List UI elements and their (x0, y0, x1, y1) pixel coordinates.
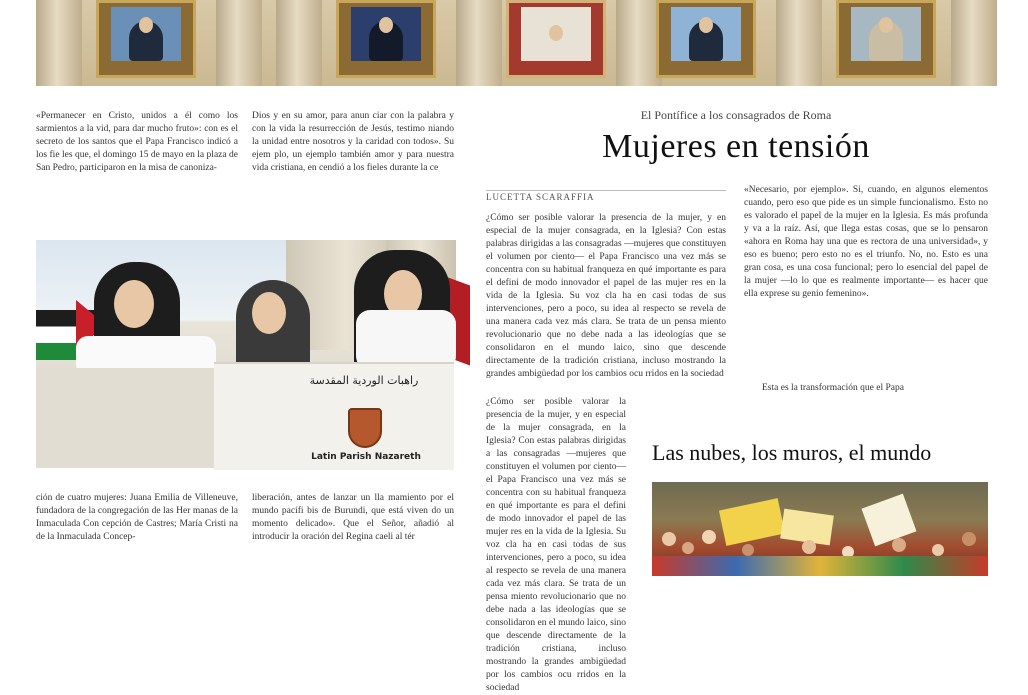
article-byline: LUCETTA SCARAFFIA (486, 192, 595, 202)
article-column-right: «Necesario, por ejemplo». Si, cuando, en algunos elementos cuando, pero eso que pide es un simple funcionalismo. Esto no es valorado el papel de la mujer en la Iglesia. Es más profunda y va a la raíz. Así, que llega estas cosas, que se lo pensaron «ahora en Roma hay una que es rectora de una universidad», y eso es bueno; pero esto no es el triunfo. No, no. Esto es una gran cosa, es una cosa funcional; pero lo esencial del papel de la mujer —lo lo que es realmente importante— es hacer que ella exprese su genio femenino». (744, 185, 988, 299)
article-headline: Mujeres en tensión (602, 128, 870, 165)
top-photo-basilica-facade (36, 0, 988, 86)
article-column-middle: ¿Cómo ser posible valorar la presencia de la mujer, y en especial de la mujer consagrada, en la Iglesia? Con estas palabras dirigidas a las consagradas —mujeres que constituyen el volumen por ciento— el Papa Francisco una vez más se concentra con su habitual franqueza en qué importante es para el defini de modo innovador el papel de las mujer res en la vida de la Iglesia. Su voz cla ha en casi todas de sus intervenciones, pero a poco, su idea al respecto se revela de una manera cada vez más clara. Se trata de un pensa miento revolucionario que no debe nada a las ideologías que se consolidaron en el mundo laico, sino que descende directamente de la tradición cristiana, incluso mostrando la grandes ambigüedad por los cambios ocu rridos en la sociedad (486, 213, 726, 379)
banner-emblem (348, 408, 382, 448)
article-column-right-last-line: Esta es la transformación que el Papa (762, 383, 904, 393)
tapestry-portrait-4 (656, 0, 756, 78)
article-column-1-top: «Permanecer en Cristo, unidos a él como los sarmientos a la vid, para dar mucho fruto»: con es el secreto de los santos que el Papa Francisco indicó a los fie les que, el domingo 15 de mayo en la plaza de San Pedro, participaron en la misa de canoniza- (36, 111, 238, 173)
tapestry-portrait-5 (836, 0, 936, 78)
tapestry-portrait-3 (506, 0, 606, 78)
article-column-2-top: Dios y en su amor, para anun ciar con la palabra y con la vida la resurrección de Jesús, testimo niando la unidad entre nosotros y la caridad con todos». Su ejem plo, un ejemplo también amor y para nuestra vida cristiana, en cendió a los fieles durante la ce (252, 111, 454, 173)
banner-arabic-text: راهبات الوردية المقدسة (309, 374, 419, 387)
article-column-middle-continued: ¿Cómo ser posible valorar la presencia de la mujer, y en especial de la mujer consagrada, en la Iglesia? Con estas palabras dirigidas a las consagradas —mujeres que constituyen el volumen por ciento— el Papa Francisco una vez más se concentra con su habitual franqueza en qué importante es para el defini de modo innovador el papel de las mujer res en la vida de la Iglesia. Su voz cla ha en casi todas de sus intervenciones, pero a poco, su idea al respecto se revela de una manera cada vez más clara. Se trata de un pensa miento revolucionario que no debe nada a las ideologías que se consolidaron en el mundo laico, sino que descende directamente de la tradición cristiana, incluso mostrando la grandes ambigüedad por los cambios ocu rridos en la sociedad (486, 397, 626, 693)
sub-article-headline: Las nubes, los muros, el mundo (652, 440, 932, 465)
banner-latin-text: Latin Parish Nazareth (311, 452, 421, 462)
article-column-2-bottom: liberación, antes de lanzar un lla mamiento por el mundo pacífi bis de Burundi, que está viven do un momento delicado». Que el Señor, añadió al introducir la oración del Regina caeli al tér (252, 493, 454, 542)
article-kicker: El Pontífice a los consagrados de Roma (640, 108, 832, 122)
tapestry-portrait-2 (336, 0, 436, 78)
photo-nuns-with-banner (36, 240, 452, 468)
tapestry-portrait-1 (96, 0, 196, 78)
article-column-1-bottom: ción de cuatro mujeres: Juana Emilia de Villeneuve, fundadora de la congregación de las Her manas de la Inmaculada Con cepción de Castres; María Cristi na de la Inmaculada Concep- (36, 493, 238, 542)
photo-crowd-with-flags (652, 482, 988, 576)
